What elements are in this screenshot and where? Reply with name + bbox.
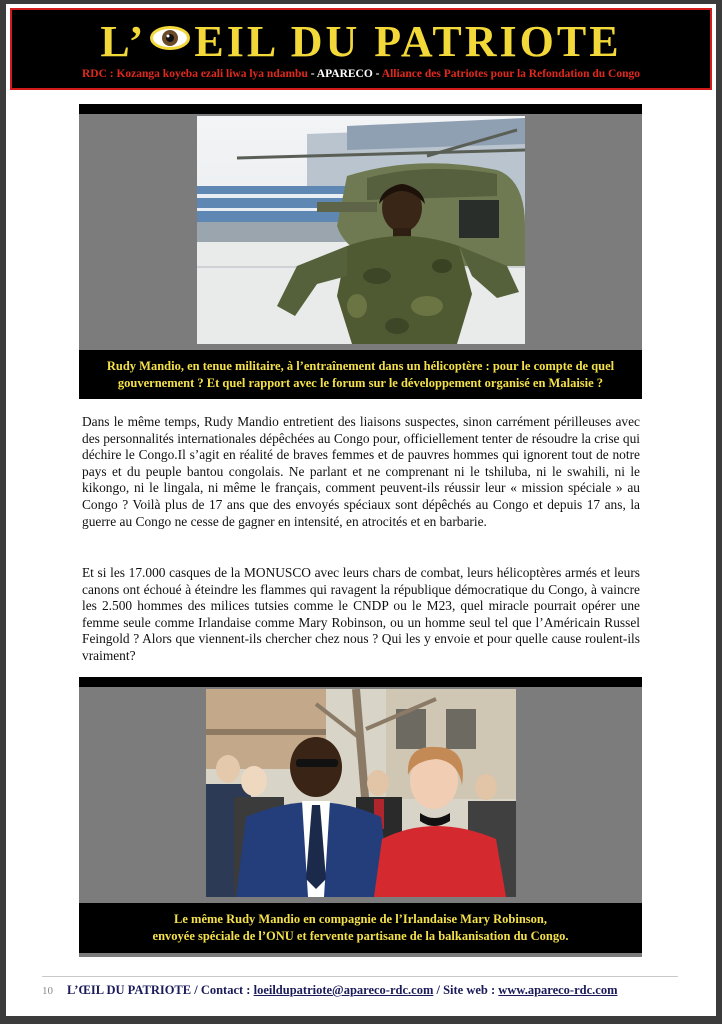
figure-1-caption — [79, 350, 642, 399]
eye-icon — [148, 24, 192, 52]
figure-2-caption-line-1: Le même Rudy Mandio en compagnie de l’Irlandaise Mary Robinson, — [174, 912, 547, 926]
figure-1 — [79, 104, 642, 399]
masthead-title — [12, 16, 710, 67]
figure-2-caption-line-2: envoyée spéciale de l’ONU et fervente partisane de la balkanisation du Congo. — [152, 929, 569, 943]
page-number: 10 — [42, 985, 53, 997]
figure-2-caption — [79, 903, 642, 953]
footer-label: L’ŒIL DU PATRIOTE / Contact : — [67, 983, 254, 997]
figure-2-topbar — [79, 677, 642, 687]
paragraph-2: Et si les 17.000 casques de la MONUSCO avec leurs chars de combat, leurs hélicoptères armés et leurs canons ont échoué à éteindre les flammes qui ravagent la république démocratique du Congo, à vaincre les 2.500 hommes des milices tutsies comme le CNDP ou le M23, quel miracle pourrait opérer une femme seule comme Irlandaise comme Mary Robinson, ou un homme seul tel que l’Américain Russel Feingold ? Alors que viennent-ils chercher chez nous ? Qui les y envoie et pour quelle cause roulent-ils vraiment? — [82, 565, 640, 663]
footer-separator: / Site web : — [433, 983, 499, 997]
photo-soldier-helicopter — [197, 116, 525, 344]
contact-email-link[interactable]: loeildupatriote@apareco-rdc.com — [253, 983, 434, 997]
paragraph-1: Dans le même temps, Rudy Mandio entretient des liaisons suspectes, sinon carrément périlleuses avec des personnalités internationales dépêchées au Congo pour, officiellement tenter de résoudre la crise qui déchire le Congo.Il s’agit en réalité de braves femmes et de pauvres hommes qui ignorent tout de notre pays et du peuple bantou congolais. Ne parlant et ne comprenant ni le tshiluba, ni le swahili, ni le kikongo, ni le lingala, ni même le français, comment peuvent-ils réussir leur « mission spéciale » au Congo ? Voilà plus de 17 ans que des envoyés spéciaux sont dépêchés au Congo et depuis 17 ans, la guerre au Congo ne cesse de gagner en intensité, en atrocités et en barbarie. — [82, 414, 640, 529]
footer-divider — [42, 976, 678, 977]
masthead-title-main: EIL DU PATRIOTE — [194, 17, 622, 66]
masthead-tagline — [12, 68, 710, 80]
photo-mandio-robinson-illustration — [206, 689, 516, 897]
photo-soldier-helicopter-illustration — [197, 116, 525, 344]
page — [6, 4, 716, 1016]
figure-1-caption-line-1: Rudy Mandio, en tenue militaire, à l’entraînement dans un hélicoptère : pour le compte de quel — [106, 358, 615, 373]
figure-2 — [79, 677, 642, 957]
figure-1-caption-line-2: gouvernement ? Et quel rapport avec le forum sur le développement organisé en Malaisie ? — [117, 375, 604, 390]
tagline-alliance: Alliance des Patriotes pour la Refondation du Congo — [381, 68, 640, 80]
masthead-title-prefix: L’ — [100, 17, 147, 66]
tagline-apareco: - APARECO - — [307, 68, 382, 80]
page-footer — [42, 983, 702, 998]
photo-mandio-robinson — [206, 689, 516, 897]
tagline-lingala: RDC : Kozanga koyeba ezali liwa lya ndambu — [81, 68, 308, 80]
masthead-banner — [10, 8, 712, 90]
website-link[interactable]: www.apareco-rdc.com — [498, 983, 618, 997]
figure-1-topbar — [79, 104, 642, 114]
